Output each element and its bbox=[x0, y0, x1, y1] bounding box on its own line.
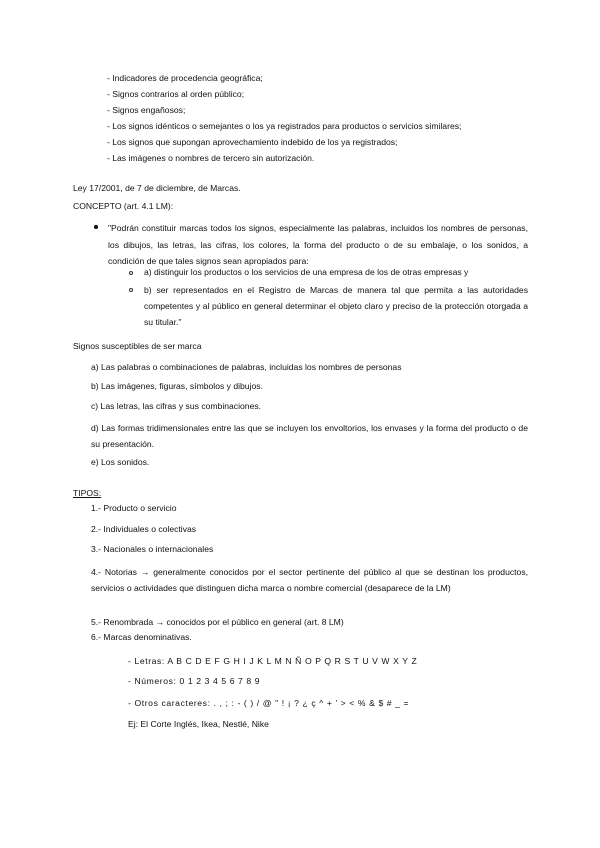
list-item: - Signos contrarios al orden público; bbox=[107, 89, 245, 99]
list-item: 6.- Marcas denominativas. bbox=[91, 632, 192, 642]
signos-heading: Signos susceptibles de ser marca bbox=[73, 341, 202, 351]
letters-line: - Letras: A B C D E F G H I J K L M N Ñ O P Q R S T U V W X Y Z bbox=[128, 656, 418, 666]
numbers-line: - Números: 0 1 2 3 4 5 6 7 8 9 bbox=[128, 676, 261, 686]
list-item: d) Las formas tridimensionales entre las que se incluyen los envoltorios, los envases y la forma del producto o de su presentación. bbox=[91, 423, 528, 449]
list-item: - Signos engañosos; bbox=[107, 105, 186, 115]
list-item: - Los signos que supongan aprovechamiento indebido de los ya registrados; bbox=[107, 137, 398, 147]
list-item: 5.- Renombrada → conocidos por el público en general (art. 8 LM) bbox=[91, 617, 344, 627]
other-chars-line: - Otros caracteres: . , ; : - ( ) / @ " ! ¡ ? ¿ ç ^ + ' > < % & $ # _ = bbox=[128, 698, 410, 708]
list-item: 2.- Individuales o colectivas bbox=[91, 524, 197, 534]
circle-bullet-icon bbox=[129, 288, 133, 292]
bullet-icon bbox=[94, 225, 98, 229]
list-item: a) Las palabras o combinaciones de palabras, incluidas los nombres de personas bbox=[91, 362, 402, 372]
law-title: Ley 17/2001, de 7 de diciembre, de Marcas. bbox=[73, 183, 241, 193]
example-line: Ej: El Corte Inglés, Ikea, Nestlé, Nike bbox=[128, 719, 269, 729]
list-item: 4.- Notorias → generalmente conocidos por el sector pertinente del público al que se destinan los productos, servicios o actividades que distinguen dicha marca o nombre comercial (desaparece de la LM) bbox=[91, 567, 528, 593]
circle-bullet-icon bbox=[129, 271, 133, 275]
list-item: - Los signos idénticos o semejantes o los ya registrados para productos o servicios similares; bbox=[107, 121, 462, 131]
list-item: - Las imágenes o nombres de tercero sin autorización. bbox=[107, 153, 315, 163]
list-item: 1.- Producto o servicio bbox=[91, 503, 177, 513]
list-item: c) Las letras, las cifras y sus combinaciones. bbox=[91, 401, 262, 411]
concept-sub-a: a) distinguir los productos o los servicios de una empresa de los de otras empresas y bbox=[144, 267, 469, 277]
concept-quote: "Podrán constituir marcas todos los signos, especialmente las palabras, incluidos los nombres de personas, los dibujos, las letras, las cifras, los colores, la forma del producto o de su embalaje, o los sonidos, a condición de que tales signos sean apropiados para: bbox=[108, 223, 528, 266]
tipos-heading: TIPOS: bbox=[73, 488, 102, 498]
list-item: b) Las imágenes, figuras, símbolos y dibujos. bbox=[91, 381, 263, 391]
list-item: - Indicadores de procedencia geográfica; bbox=[107, 73, 263, 83]
list-item: 3.- Nacionales o internacionales bbox=[91, 544, 214, 554]
concept-heading: CONCEPTO (art. 4.1 LM): bbox=[73, 201, 174, 211]
list-item: e) Los sonidos. bbox=[91, 457, 150, 467]
concept-sub-b: b) ser representados en el Registro de Marcas de manera tal que permita a las autoridades competentes y al público en general determinar el objeto claro y preciso de la protección otorgada a su titular." bbox=[144, 285, 528, 327]
